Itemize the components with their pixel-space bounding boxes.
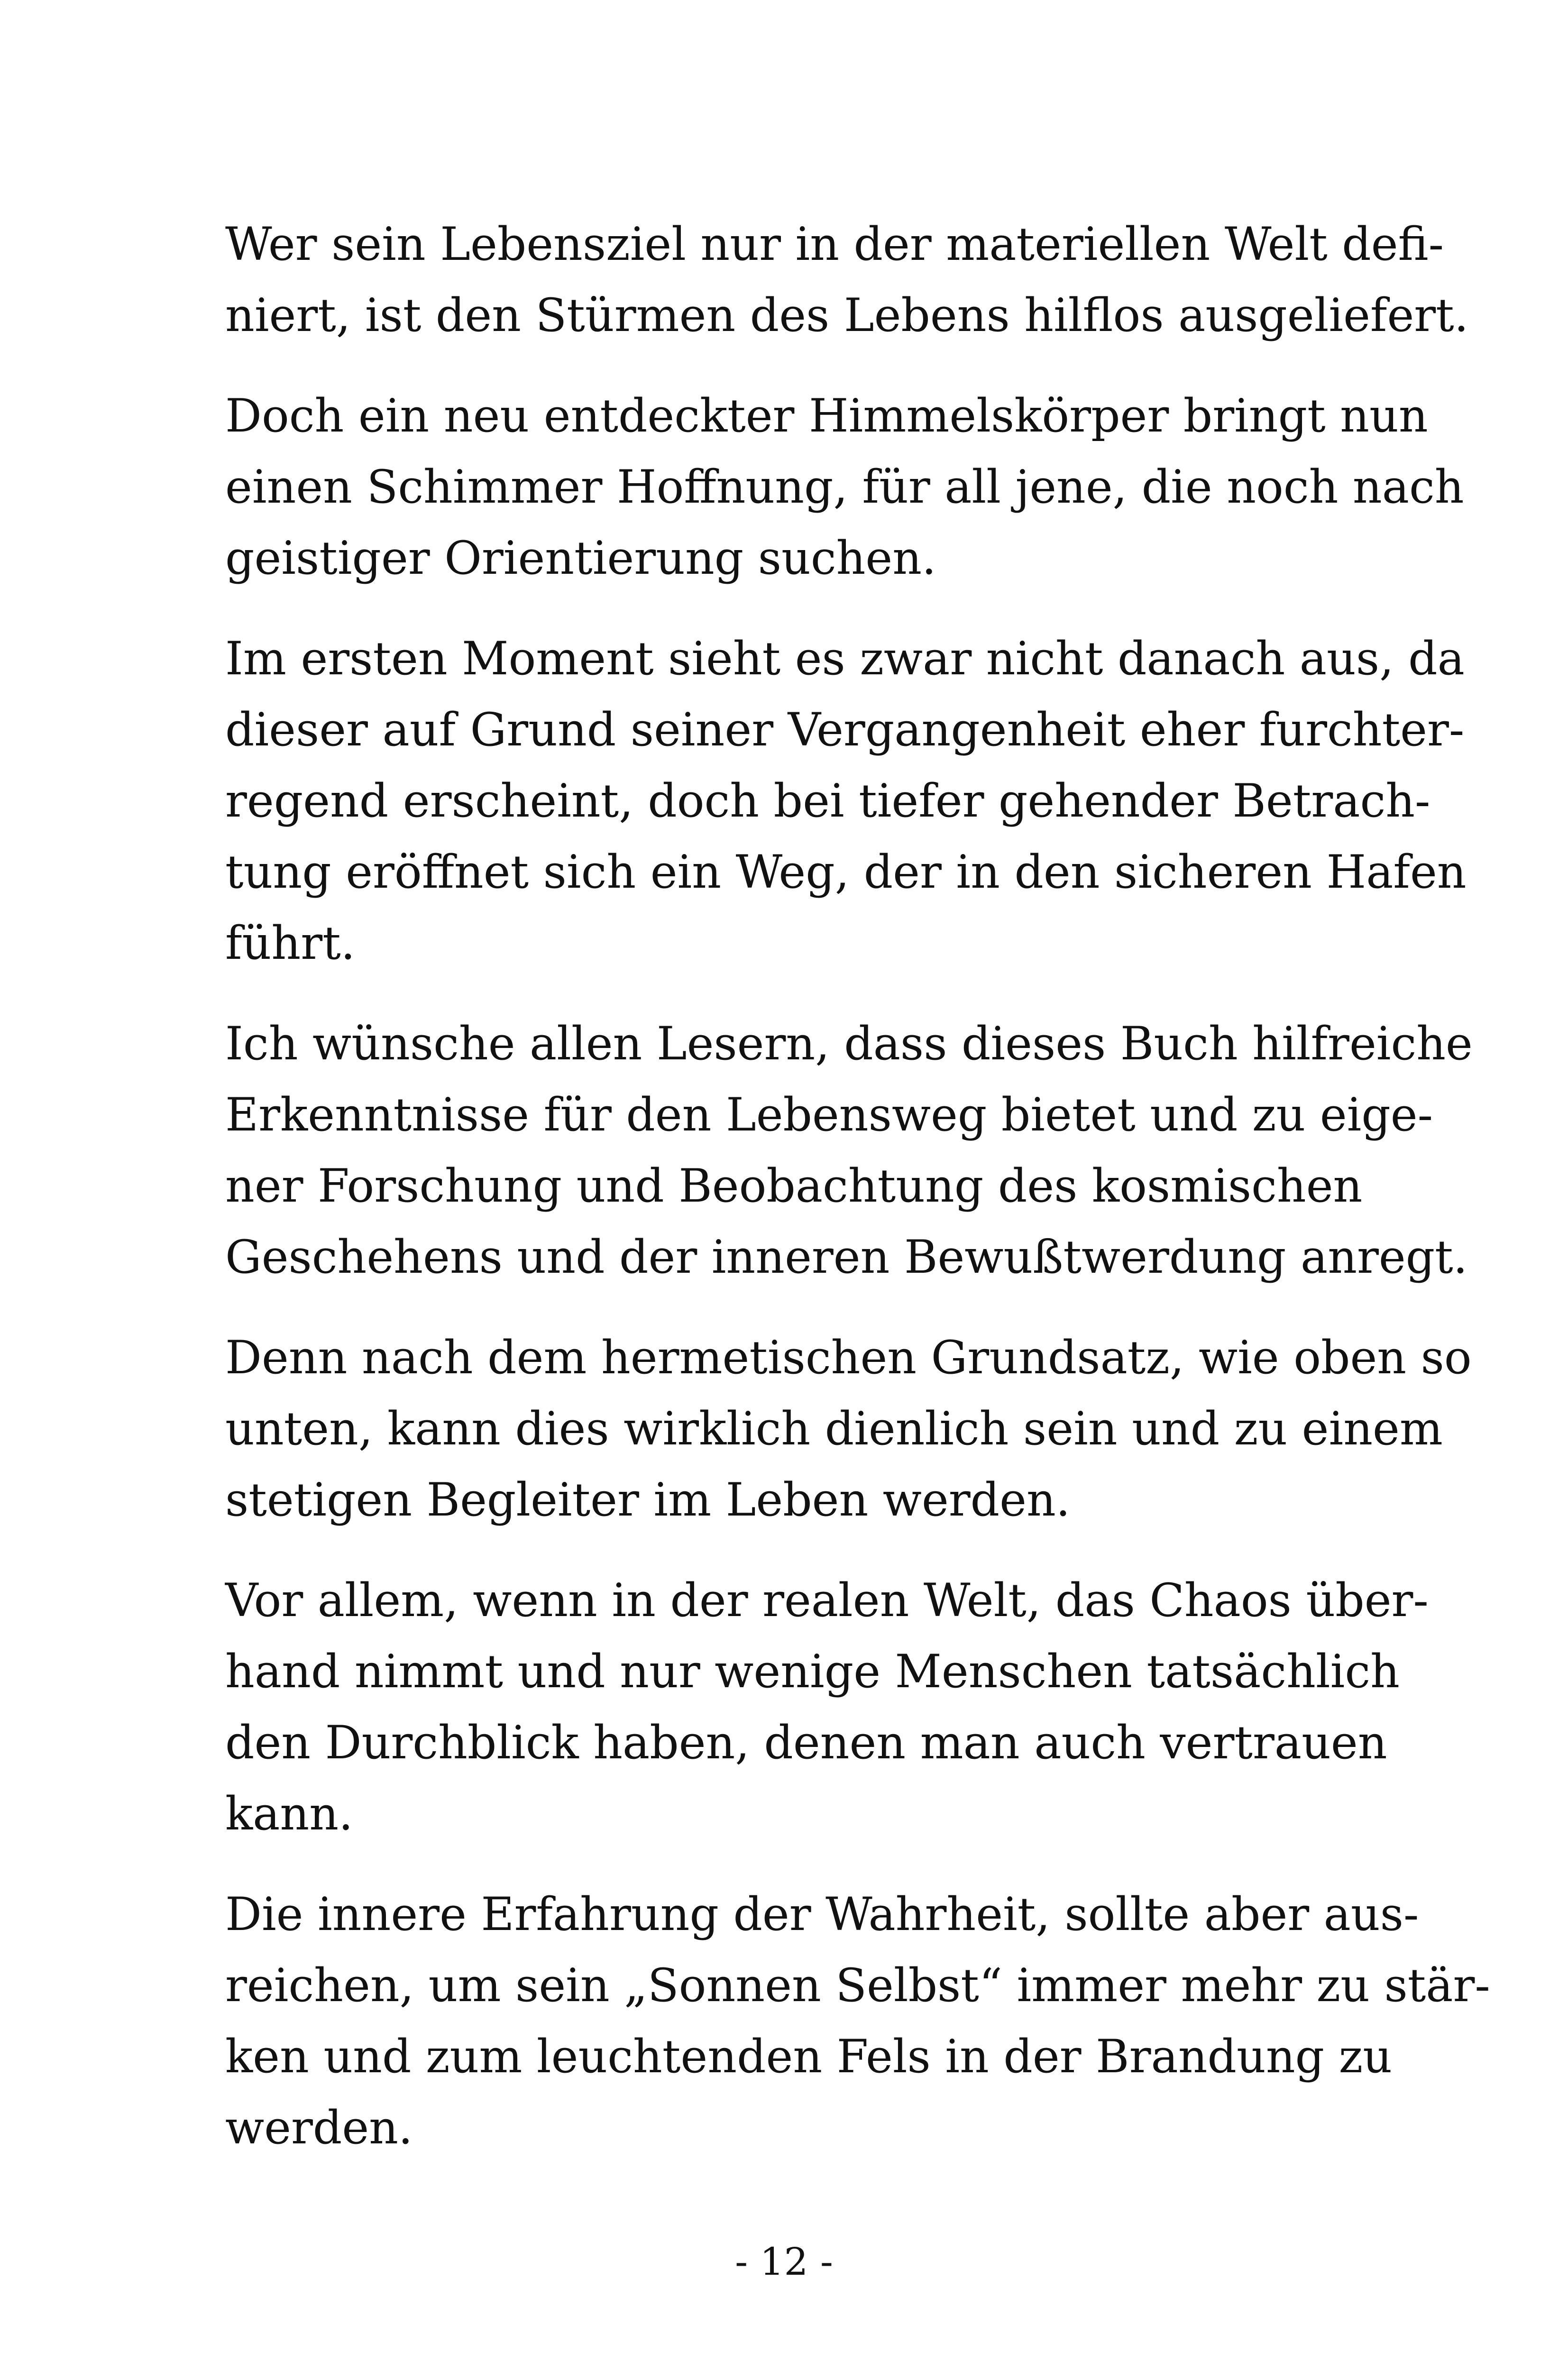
text-line: Die innere Erfahrung der Wahrheit, sollte aber aus- [225,1888,1419,1941]
text-line: Wer sein Lebensziel nur in der materiellen Welt defi- [225,218,1444,271]
text-line: werden. [225,2101,413,2154]
text-line: den Durchblick haben, denen man auch vertrauen [225,1716,1387,1769]
text-line: Doch ein neu entdeckter Himmelskörper bringt nun [225,389,1428,442]
text-line: stetigen Begleiter im Leben werden. [225,1473,1071,1526]
text-line: führt. [225,917,356,970]
text-line: Ich wünsche allen Lesern, dass dieses Buch hilfreiche [225,1017,1473,1070]
text-line: ner Forschung und Beobachtung des kosmischen [225,1159,1363,1213]
text-line: geistiger Orientierung suchen. [225,532,936,585]
text-line: Erkenntnisse für den Lebensweg bietet und zu eige- [225,1088,1433,1141]
text-line: tung eröffnet sich ein Weg, der in den sicheren Hafen [225,845,1467,899]
text-line: ken und zum leuchtenden Fels in der Brandung zu [225,2030,1393,2083]
text-line: kann. [225,1787,353,1840]
paragraph-3 [225,623,1467,979]
text-line: Vor allem, wenn in der realen Welt, das Chaos über- [225,1574,1429,1627]
text-line: Im ersten Moment sieht es zwar nicht danach aus, da [225,632,1465,685]
paragraph-7 [225,1879,1490,2163]
text-line: hand nimmt und nur wenige Menschen tatsächlich [225,1645,1400,1698]
paragraph-2 [225,380,1464,594]
paragraph-1 [225,209,1469,351]
paragraph-6 [225,1565,1429,1849]
text-line: Denn nach dem hermetischen Grundsatz, wie oben so [225,1331,1472,1384]
body-text [225,209,1490,2163]
page-number: - 12 - [735,2240,833,2284]
text-line: unten, kann dies wirklich dienlich sein und zu einem [225,1402,1443,1455]
text-line: einen Schimmer Hoffnung, für all jene, die noch nach [225,460,1464,514]
text-line: niert, ist den Stürmen des Lebens hilflos ausgeliefert. [225,289,1469,342]
paragraph-5 [225,1322,1472,1535]
paragraph-4 [225,1008,1473,1293]
text-line: Geschehens und der inneren Bewußtwerdung anregt. [225,1231,1468,1284]
text-line: dieser auf Grund seiner Vergangenheit eher furchter- [225,703,1465,756]
text-line: reichen, um sein „Sonnen Selbst“ immer mehr zu stär- [225,1959,1490,2012]
text-line: regend erscheint, doch bei tiefer gehender Betrach- [225,774,1430,827]
